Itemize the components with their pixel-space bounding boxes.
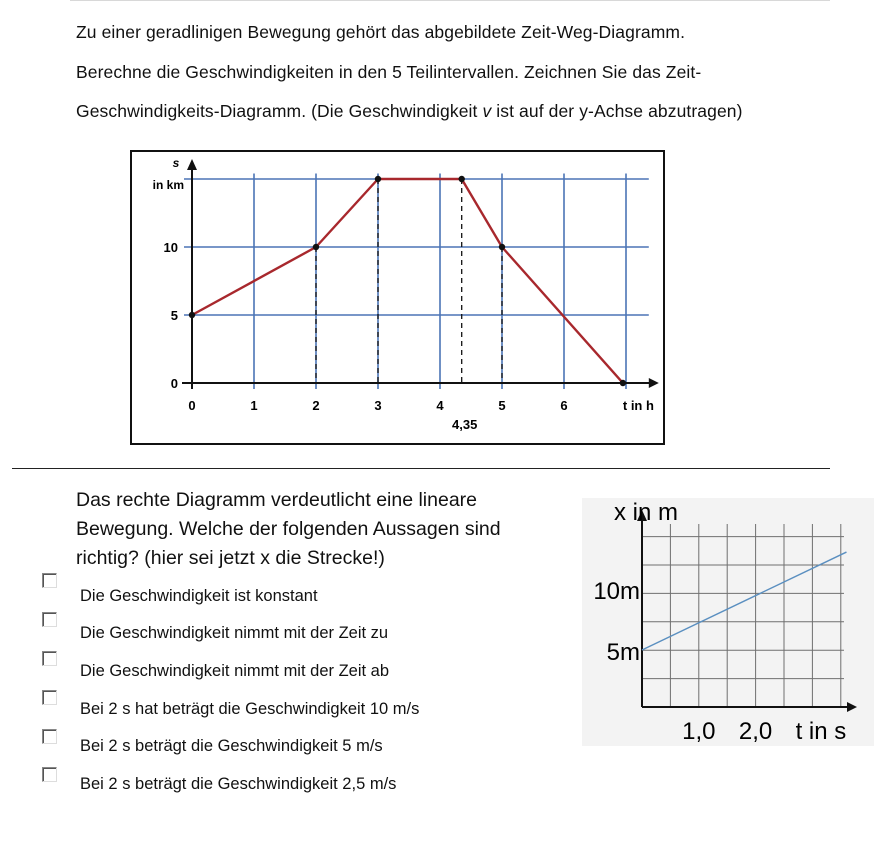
option-5-label: Bei 2 s beträgt die Geschwindigkeit 5 m/s	[80, 737, 383, 755]
chart1-xtick-1: 1	[250, 398, 258, 413]
chart2-xlabel: t in s	[795, 718, 847, 745]
checkbox-3[interactable]	[42, 651, 57, 666]
chart1-xtick-0: 0	[188, 398, 196, 413]
question-line-1: Das rechte Diagramm verdeutlicht eine lineare	[76, 489, 478, 511]
checkbox-6[interactable]	[42, 767, 57, 782]
chart1-extra-xlabel: 4,35	[452, 417, 478, 432]
intro-line-2: Berechne die Geschwindigkeiten in den 5 Teilintervallen. Zeichnen Sie das Zeit-	[76, 62, 702, 82]
intro-line-1: Zu einer geradlinigen Bewegung gehört das abgebildete Zeit-Weg-Diagramm.	[76, 22, 686, 42]
chart1-xtick-6: 6	[560, 398, 568, 413]
chart1-ytick-10: 10	[163, 240, 178, 255]
chart2-xtick-2: 2,0	[738, 718, 773, 745]
chart2-xtick-1: 1,0	[682, 718, 716, 745]
intro-line-3-b: ist auf der y-Achse abzutragen)	[491, 101, 743, 121]
intro-line-3-a: Geschwindigkeits-Diagramm. (Die Geschwindigkeit	[76, 101, 483, 121]
option-1-label: Die Geschwindigkeit ist konstant	[80, 587, 318, 605]
option-3-label: Die Geschwindigkeit nimmt mit der Zeit ab	[80, 662, 390, 680]
chart1-point-0	[189, 312, 195, 318]
chart1-xlabel: t in h	[622, 398, 654, 413]
question-line-2: Bewegung. Welche der folgenden Aussagen sind	[76, 518, 501, 540]
chart2-ytick-5m: 5m	[606, 639, 640, 666]
chart1-xtick-4: 4	[436, 398, 444, 413]
top-border-line	[70, 0, 830, 1]
chart1-point-3	[459, 176, 465, 182]
option-4-label: Bei 2 s hat beträgt die Geschwindigkeit 10 m/s	[80, 700, 420, 718]
chart2-ylabel: x in m	[614, 499, 679, 526]
checkbox-2[interactable]	[42, 612, 57, 627]
option-6-label: Bei 2 s beträgt die Geschwindigkeit 2,5 m/s	[80, 775, 397, 793]
velocity-variable: v	[482, 101, 492, 121]
chart1-point-1	[313, 244, 319, 250]
intro-line-3	[76, 101, 743, 122]
chart1-point-5	[620, 380, 626, 386]
chart1-ytick-5: 5	[170, 308, 178, 323]
section-separator	[12, 468, 830, 469]
chart1-xtick-3: 3	[374, 398, 382, 413]
question-text	[76, 486, 576, 573]
question-line-3: richtig? (hier sei jetzt x die Strecke!)	[76, 547, 385, 569]
chart1-xtick-5: 5	[498, 398, 506, 413]
time-distance-chart	[130, 150, 666, 446]
checkbox-1[interactable]	[42, 573, 57, 588]
position-time-chart	[582, 498, 874, 748]
chart1-ytick-0: 0	[170, 376, 178, 391]
chart1-ylabel-symbol: s	[172, 156, 180, 170]
chart1-ylabel-unit: in km	[152, 178, 184, 192]
option-2-label: Die Geschwindigkeit nimmt mit der Zeit zu	[80, 624, 389, 642]
chart1-point-4	[499, 244, 505, 250]
chart1-point-2	[375, 176, 381, 182]
chart1-frame	[131, 151, 664, 444]
checkbox-4[interactable]	[42, 690, 57, 705]
chart2-ytick-10m: 10m	[593, 578, 640, 605]
checkbox-5[interactable]	[42, 729, 57, 744]
chart1-xtick-2: 2	[312, 398, 320, 413]
